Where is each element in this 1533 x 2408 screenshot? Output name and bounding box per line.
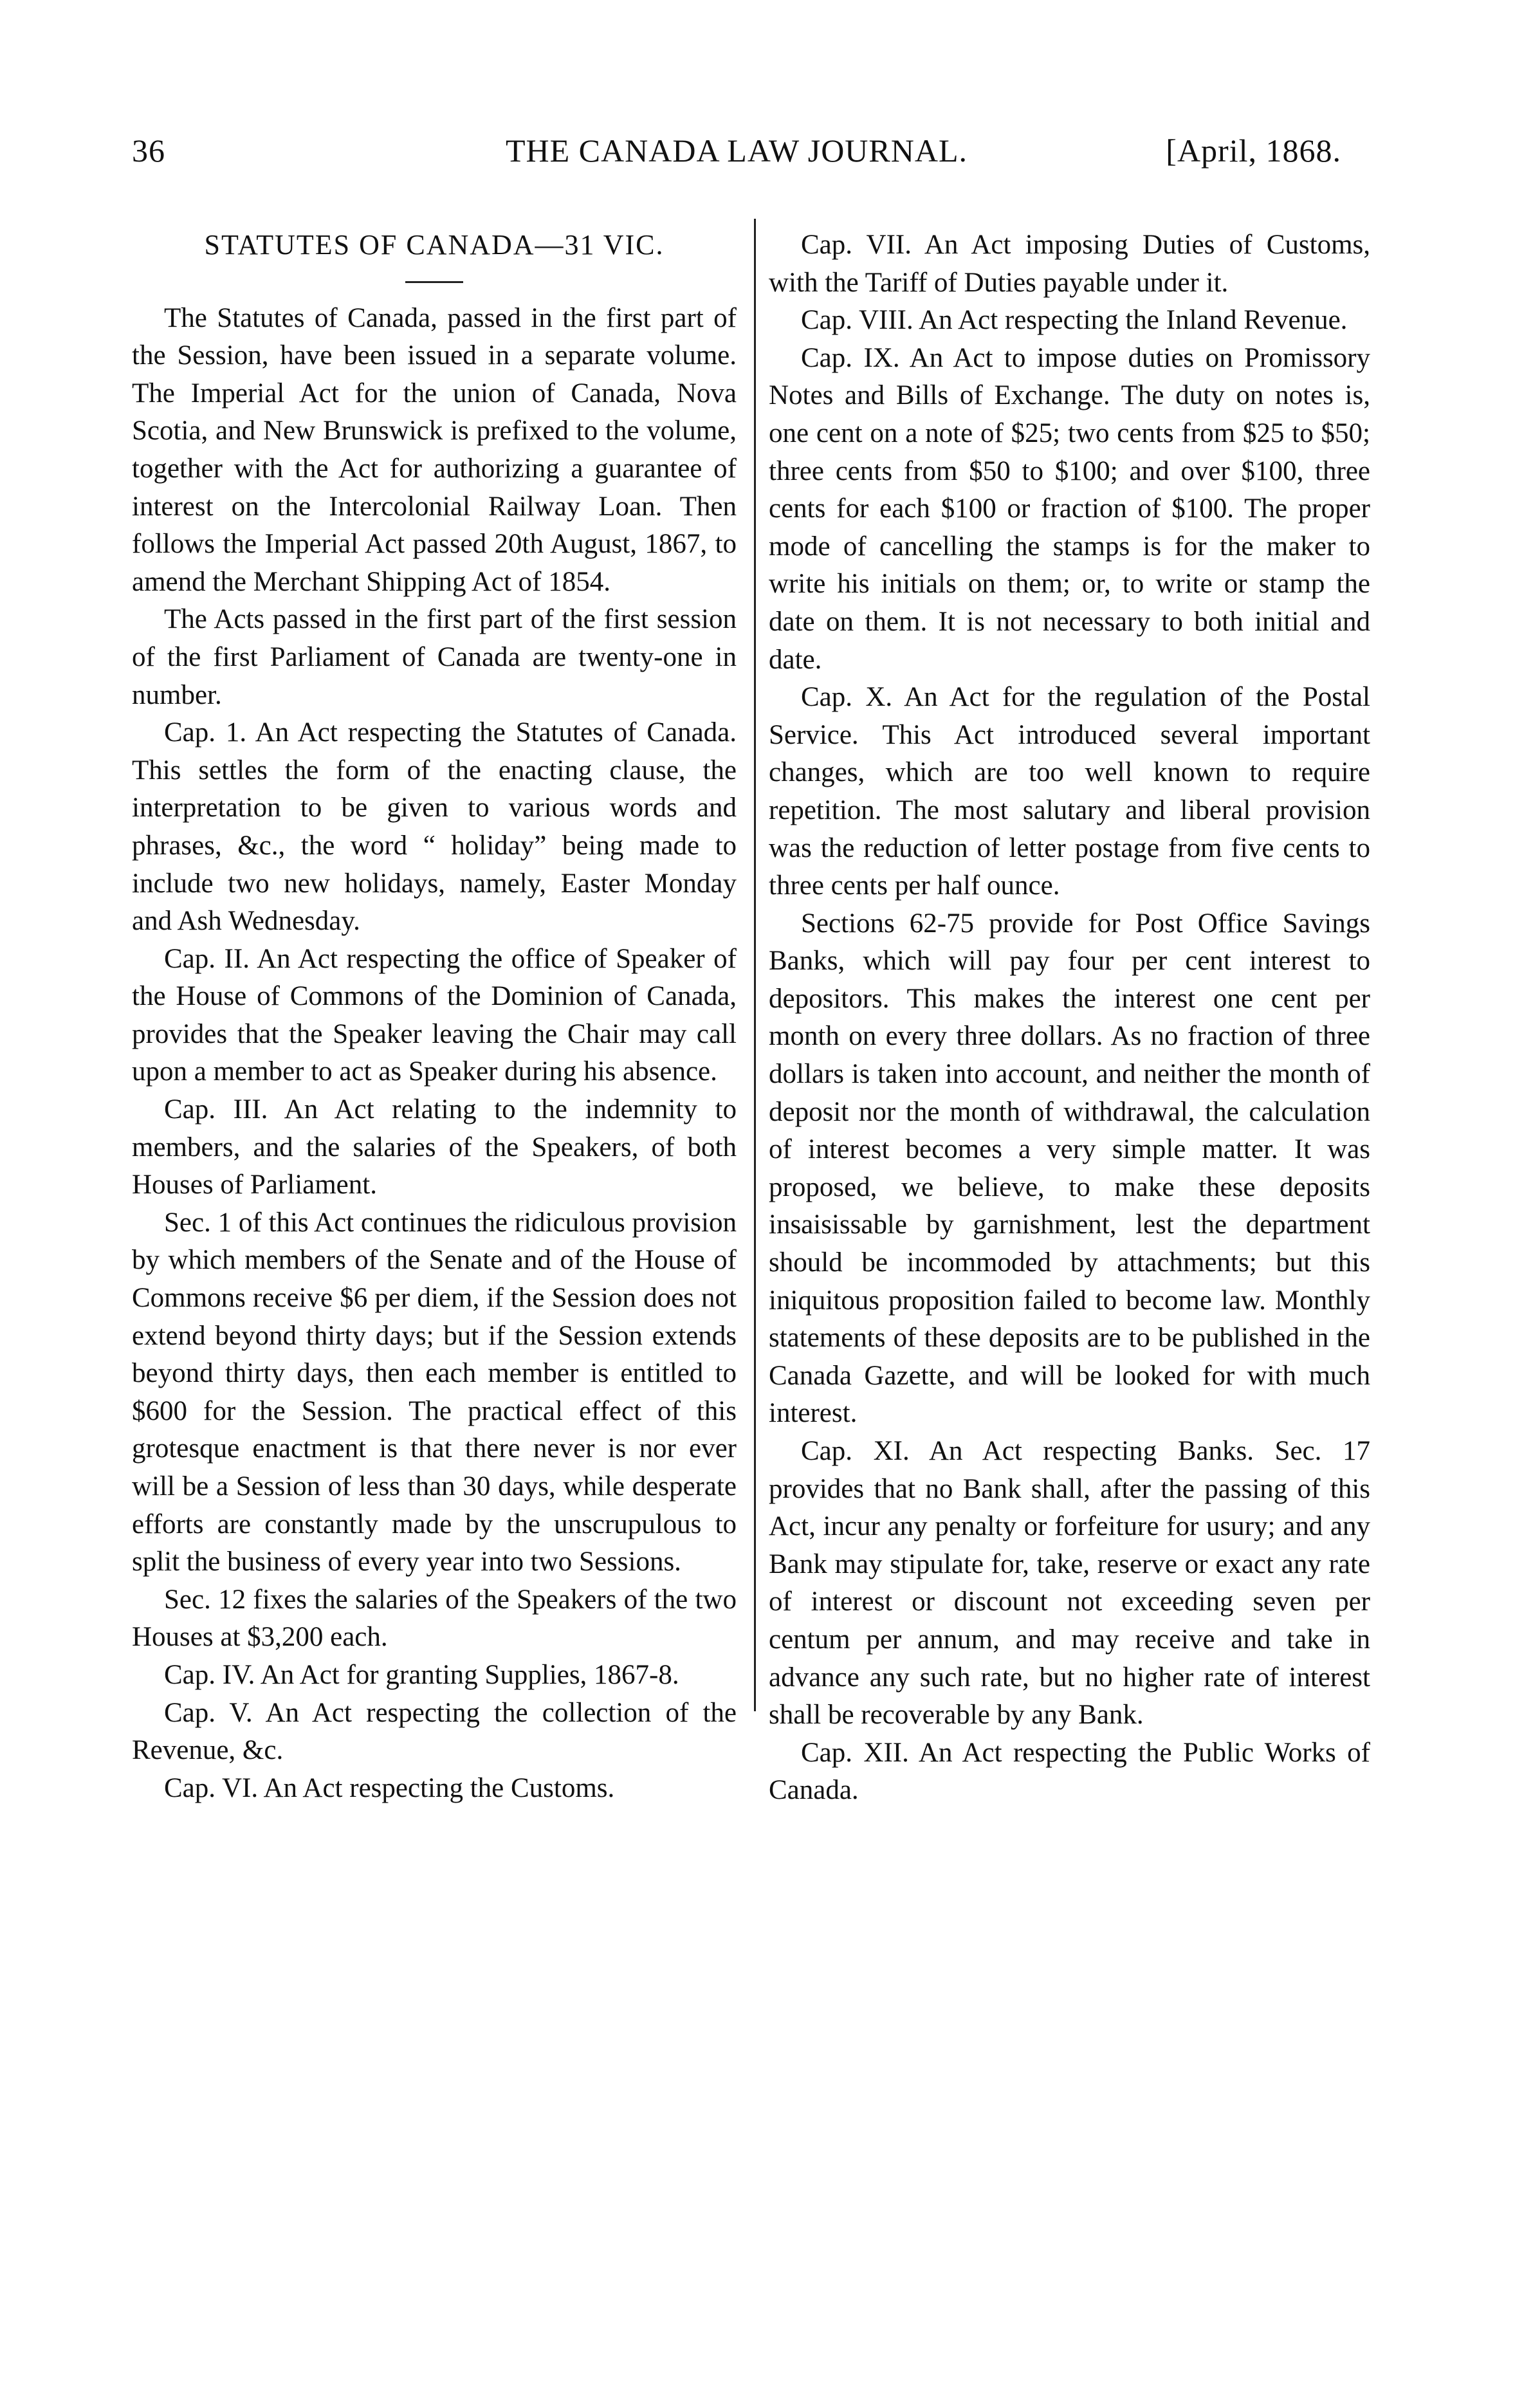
column-divider — [754, 219, 756, 1711]
paragraph: Cap. VII. An Act imposing Duties of Customs, with the Tariff of Duties payable under it. — [769, 230, 1370, 298]
paragraph: Cap. 1. An Act respecting the Statutes of Canada. This settles the form of the enacting clause, the interpretation to be given to various words and phrases, &c., the word “ holiday” being made to include two new holidays, namely, Easter Monday and Ash Wednesday. — [132, 717, 737, 937]
paragraph: Sections 62-75 provide for Post Office Savings Banks, which will pay four per cent interest to depositors. This makes the interest one cent per month on every three dollars. As no fraction of three dollars is taken into account, and neither the month of deposit nor the month of withdrawal, the calculation of interest becomes a very simple matter. It was proposed, we believe, to make these deposits insaisissable by garnishment, lest the department should be incommoded by attachments; but this iniquitous proposition failed to become law. Monthly statements of these deposits are to be published in the Canada Gazette, and will be looked for with much interest. — [769, 908, 1370, 1429]
article-title: STATUTES OF CANADA—31 VIC. — [204, 229, 665, 261]
page-header — [132, 132, 1341, 183]
left-column — [132, 226, 737, 1807]
journal-title: THE CANADA LAW JOURNAL. — [505, 133, 968, 169]
paragraph: Cap. VIII. An Act respecting the Inland Revenue. — [801, 305, 1348, 336]
paragraph: Cap. IV. An Act for granting Supplies, 1867-8. — [164, 1659, 679, 1690]
paragraph: The Statutes of Canada, passed in the first part of the Session, have been issued in a separate volume. The Imperial Act for the union of Canada, Nova Scotia, and New Brunswick is prefixed to the volume, together with the Act for authorizing a guarantee of interest on the Intercolonial Railway Loan. Then follows the Imperial Act passed 20th August, 1867, to amend the Merchant Shipping Act of 1854. — [132, 302, 737, 597]
title-rule — [405, 281, 463, 283]
paragraph: Cap. III. An Act relating to the indemnity to members, and the salaries of the Speakers, of both Houses of Parliament. — [132, 1094, 737, 1200]
paragraph: Cap. X. An Act for the regulation of the Postal Service. This Act introduced several important changes, which are too well known to require repetition. The most salutary and liberal provision was the reduction of letter postage from five cents to three cents per half ounce. — [769, 682, 1370, 901]
paragraph: Sec. 12 fixes the salaries of the Speakers of the two Houses at $3,200 each. — [132, 1584, 737, 1653]
paragraph: Sec. 1 of this Act continues the ridiculous provision by which members of the Senate and of the House of Commons receive $6 per diem, if the Session does not extend beyond thirty days; but if the Session extends beyond thirty days, then each member is entitled to $600 for the Session. The practical effect of this grotesque enactment is that there never is nor ever will be a Session of less than 30 days, while desperate efforts are constantly made by the unscrupulous to split the business of every year into two Sessions. — [132, 1207, 737, 1577]
issue-date: [April, 1868. — [1166, 133, 1341, 169]
paragraph: Cap. V. An Act respecting the collection of the Revenue, &c. — [132, 1697, 737, 1766]
paragraph: Cap. II. An Act respecting the office of Speaker of the House of Commons of the Dominion of Canada, provides that the Speaker leaving the Chair may call upon a member to act as Speaker during his absence. — [132, 943, 737, 1087]
paragraph: Cap. VI. An Act respecting the Customs. — [164, 1772, 615, 1803]
paragraph: Cap. XI. An Act respecting Banks. Sec. 17 provides that no Bank shall, after the passing of this Act, incur any penalty or forfeiture for usury; and any Bank may stipulate for, take, reserve or exact any rate of interest or discount not exceeding seven per centum per annum, and may receive and take in advance any such rate, but no higher rate of interest shall be recoverable by any Bank. — [769, 1436, 1370, 1731]
paragraph: Cap. XII. An Act respecting the Public Works of Canada. — [769, 1737, 1370, 1806]
paragraph: Cap. IX. An Act to impose duties on Promissory Notes and Bills of Exchange. The duty on notes is, one cent on a note of $25; two cents from $25 to $50; three cents from $50 to $100; and over $100, three cents for each $100 or fraction of $100. The proper mode of cancelling the stamps is for the maker to write his initials on them; or, to write or stamp the date on them. It is not necessary to both initial and date. — [769, 342, 1370, 675]
paragraph: The Acts passed in the first part of the first session of the first Parliament of Canada are twenty-one in number. — [132, 604, 737, 710]
right-column — [769, 226, 1370, 1810]
page-number: 36 — [132, 133, 165, 169]
